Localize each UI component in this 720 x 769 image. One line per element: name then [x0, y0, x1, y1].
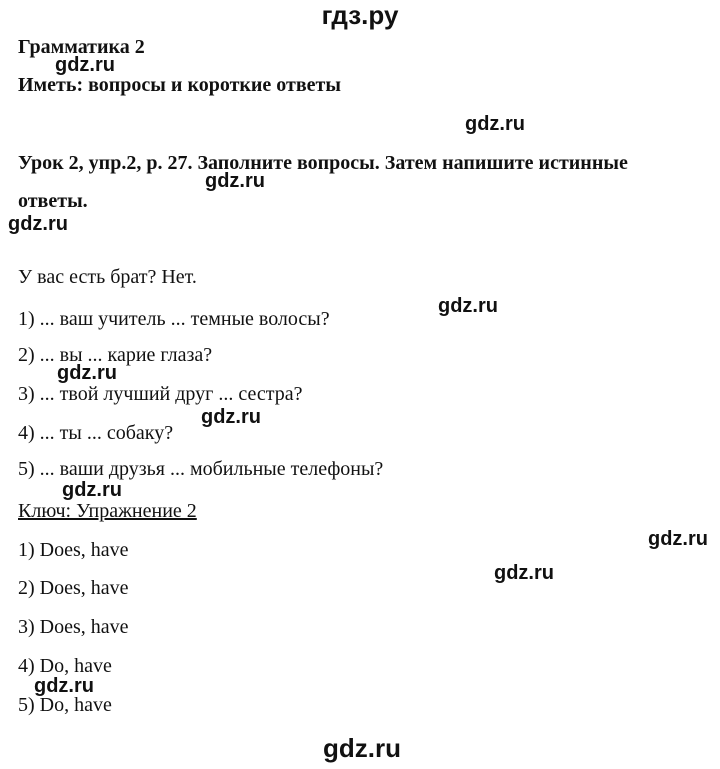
watermark: gdz.ru [323, 733, 401, 763]
grammar-subheading: Иметь: вопросы и короткие ответы [18, 74, 341, 96]
answer-item: 4) Do, have [18, 655, 112, 677]
answer-key-title: Ключ: Упражнение 2 [18, 500, 197, 522]
watermark: gdz.ru [201, 406, 261, 428]
watermark: gdz.ru [57, 362, 117, 384]
task-line-2: ответы. [18, 190, 88, 212]
watermark: gdz.ru [55, 54, 115, 76]
watermark: gdz.ru [648, 528, 708, 550]
watermark: gdz.ru [62, 479, 122, 501]
site-header: гдз.ру [321, 0, 399, 30]
example-sentence: У вас есть брат? Нет. [18, 266, 197, 288]
answer-item: 3) Does, have [18, 616, 129, 638]
question-item: 2) ... вы ... карие глаза? [18, 344, 213, 366]
question-item: 3) ... твой лучший друг ... сестра? [18, 383, 303, 405]
question-item: 4) ... ты ... собаку? [18, 422, 174, 444]
watermark: gdz.ru [465, 113, 525, 135]
task-line-1: Урок 2, упр.2, р. 27. Заполните вопросы. Затем напишите истинные [18, 152, 628, 174]
question-item: 1) ... ваш учитель ... темные волосы? [18, 308, 330, 330]
watermark: gdz.ru [8, 213, 68, 235]
answer-item: 1) Does, have [18, 539, 129, 561]
question-item: 5) ... ваши друзья ... мобильные телефоны? [18, 458, 384, 480]
answer-item: 2) Does, have [18, 577, 129, 599]
grammar-heading: Грамматика 2 [18, 36, 145, 58]
watermark: gdz.ru [438, 295, 498, 317]
watermark: gdz.ru [205, 170, 265, 192]
watermark: gdz.ru [34, 675, 94, 697]
answer-item: 5) Do, have [18, 694, 112, 716]
watermark: gdz.ru [494, 562, 554, 584]
